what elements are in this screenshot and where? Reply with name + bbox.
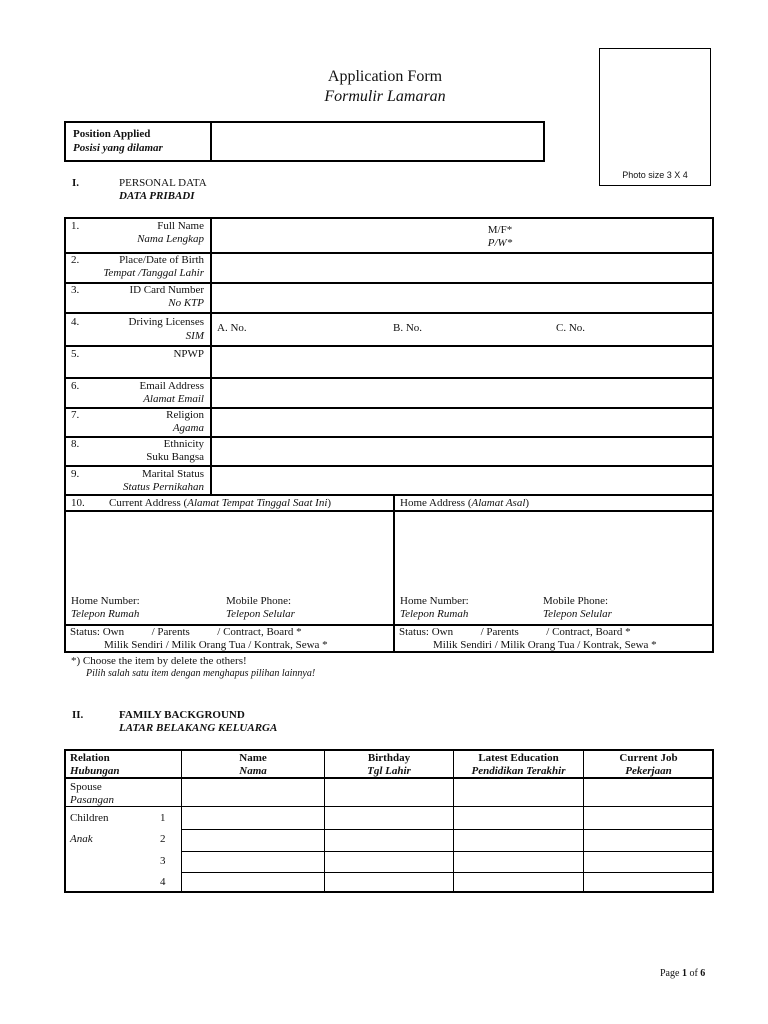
row-number: 4. xyxy=(71,316,80,328)
position-input[interactable] xyxy=(214,124,540,159)
current-mobile-label: Mobile Phone: xyxy=(226,595,292,607)
section1-num: I. xyxy=(72,177,80,189)
row-label: Email Address xyxy=(139,380,204,392)
child-name-input[interactable] xyxy=(183,808,323,828)
photo-box[interactable] xyxy=(599,48,711,186)
home-status-options-id[interactable]: Milik Sendiri / Milik Orang Tua / Kontrak, Sewa * xyxy=(433,639,657,651)
row-label: Ethnicity xyxy=(163,438,204,450)
home-address-input[interactable] xyxy=(396,514,711,592)
row-label-id: Agama xyxy=(172,422,204,434)
child-number-1: 1 xyxy=(160,812,166,824)
home-mobile-label: Mobile Phone: xyxy=(543,595,609,607)
header-label-id: Nama xyxy=(239,765,267,777)
current-home-number-label: Home Number: xyxy=(71,595,140,607)
license-b-field[interactable]: B. No. xyxy=(393,322,423,334)
header-label-id: Hubungan xyxy=(70,765,120,777)
row-label: Full Name xyxy=(157,220,204,232)
row-label-id: Status Pernikahan xyxy=(123,481,204,493)
row-label: Driving Licenses xyxy=(128,316,204,328)
religion-input[interactable] xyxy=(213,410,711,435)
photo-caption: Photo size 3 X 4 xyxy=(622,170,688,180)
gender-label-id[interactable]: P/W* xyxy=(487,237,513,249)
row-label: ID Card Number xyxy=(129,284,204,296)
address-row-number: 10. xyxy=(71,497,85,509)
home-mobile-label-id: Telepon Selular xyxy=(543,608,612,620)
child-number-3: 3 xyxy=(160,855,166,867)
note-text: *) Choose the item by delete the others! xyxy=(71,655,247,667)
row-number: 3. xyxy=(71,284,80,296)
header-label: Current Job xyxy=(619,752,678,764)
row-number: 1. xyxy=(71,220,80,232)
row-label-id: Nama Lengkap xyxy=(137,233,204,245)
row-label: Marital Status xyxy=(141,468,204,480)
section2-title-id: LATAR BELAKANG KELUARGA xyxy=(119,722,278,734)
children-label-id: Anak xyxy=(70,833,93,845)
current-home-number-label-id: Telepon Rumah xyxy=(71,608,140,620)
license-c-field[interactable]: C. No. xyxy=(556,322,586,334)
birth-input[interactable] xyxy=(213,255,711,281)
home-home-number-label-id: Telepon Rumah xyxy=(400,608,469,620)
row-label-id: Suku Bangsa xyxy=(146,451,204,463)
current-status-options[interactable]: Status: Own / Parents / Contract, Board * xyxy=(70,626,302,638)
spouse-name-input[interactable] xyxy=(183,780,323,805)
form-subtitle: Formulir Lamaran xyxy=(324,88,446,105)
current-status-options-id[interactable]: Milik Sendiri / Milik Orang Tua / Kontrak, Sewa * xyxy=(104,639,328,651)
current-mobile-label-id: Telepon Selular xyxy=(226,608,295,620)
home-address-label: Home Address (Alamat Asal) xyxy=(400,497,530,509)
header-label-id: Tgl Lahir xyxy=(367,765,411,777)
header-label: Latest Education xyxy=(478,752,559,764)
section2-title: FAMILY BACKGROUND xyxy=(119,709,245,721)
gender-label[interactable]: M/F* xyxy=(487,224,513,236)
row-label: NPWP xyxy=(173,348,204,360)
row-label: Place/Date of Birth xyxy=(119,254,204,266)
current-address-input[interactable] xyxy=(67,514,390,592)
header-label: Name xyxy=(239,752,267,764)
row-label-id: SIM xyxy=(185,330,204,342)
license-a-field[interactable]: A. No. xyxy=(217,322,247,334)
spouse-label-id: Pasangan xyxy=(70,794,114,806)
row-number: 7. xyxy=(71,409,80,421)
child-number-2: 2 xyxy=(160,833,166,845)
current-address-label: Current Address (Alamat Tempat Tinggal Saat Ini) xyxy=(109,497,332,509)
home-status-options[interactable]: Status: Own / Parents / Contract, Board * xyxy=(399,626,631,638)
full-name-input[interactable] xyxy=(213,220,463,250)
ethnicity-input[interactable] xyxy=(213,439,711,464)
row-number: 5. xyxy=(71,348,80,360)
header-label: Birthday xyxy=(367,752,411,764)
home-home-number-label: Home Number: xyxy=(400,595,469,607)
row-number: 2. xyxy=(71,254,80,266)
row-number: 6. xyxy=(71,380,80,392)
row-number: 9. xyxy=(71,468,80,480)
row-label-id: No KTP xyxy=(168,297,204,309)
header-label-id: Pendidikan Terakhir xyxy=(471,765,566,777)
row-number: 8. xyxy=(71,438,80,450)
form-title: Application Form xyxy=(327,68,443,85)
row-label-id: Alamat Email xyxy=(143,393,204,405)
row-label-id: Tempat /Tanggal Lahir xyxy=(103,267,204,279)
marital-input[interactable] xyxy=(213,468,711,493)
email-input[interactable] xyxy=(213,380,711,406)
npwp-input[interactable] xyxy=(213,348,711,376)
spouse-label: Spouse xyxy=(70,781,102,793)
note-text-id: Pilih salah satu item dengan menghapus pilihan lainnya! xyxy=(86,668,316,679)
children-label: Children xyxy=(70,812,109,824)
header-label-id: Pekerjaan xyxy=(625,765,672,777)
child-number-4: 4 xyxy=(160,876,166,888)
position-label-id: Posisi yang dilamar xyxy=(73,142,163,154)
header-label: Relation xyxy=(70,752,110,764)
id-card-input[interactable] xyxy=(213,285,711,311)
page-footer: Page 1 of 6 xyxy=(660,968,706,979)
position-label: Position Applied xyxy=(73,128,151,140)
row-label: Religion xyxy=(166,409,204,421)
section1-title-id: DATA PRIBADI xyxy=(119,190,195,202)
section2-num: II. xyxy=(72,709,84,721)
section1-title: PERSONAL DATA xyxy=(119,177,207,189)
